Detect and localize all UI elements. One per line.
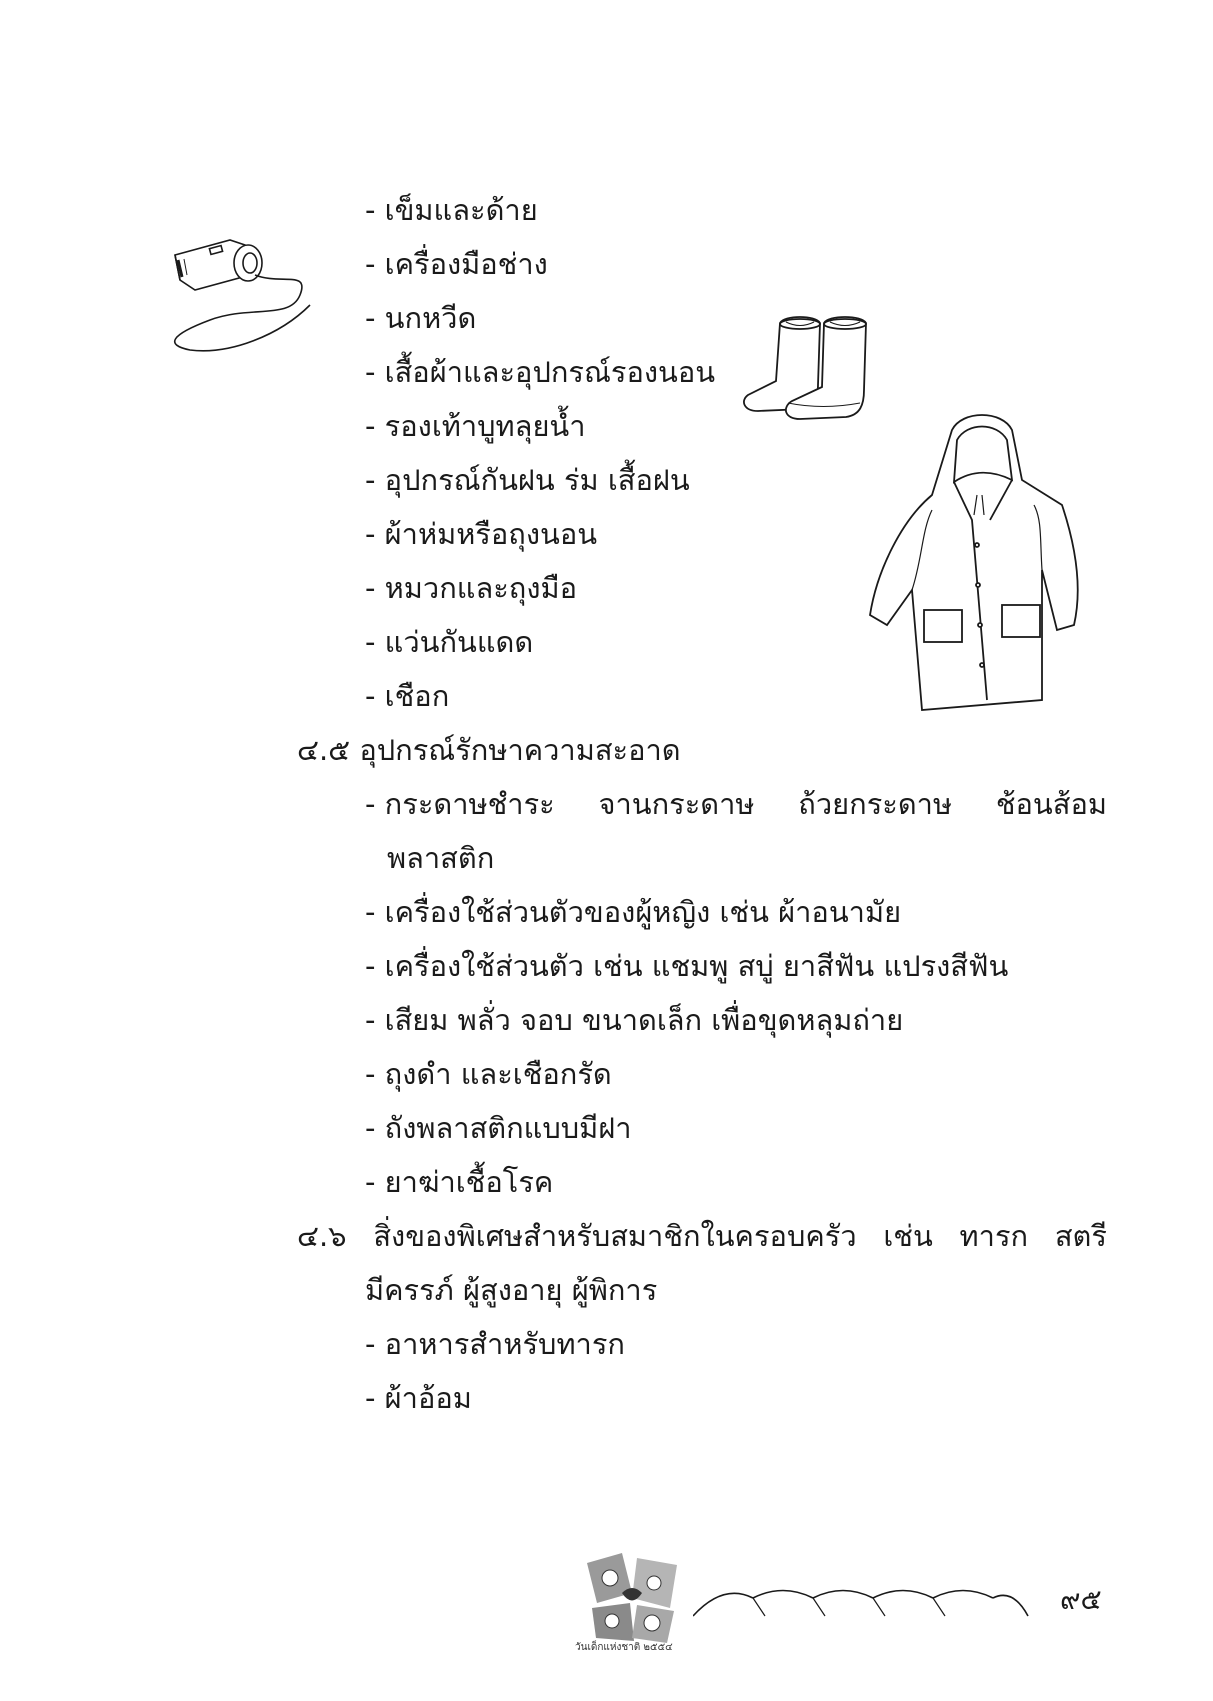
list-item: - ผ้าอ้อม — [365, 1381, 472, 1415]
list-item: - ถังพลาสติกแบบมีฝา — [365, 1111, 632, 1145]
section-heading: ๔.๕ อุปกรณ์รักษาความสะอาด — [297, 733, 681, 767]
section-heading-continuation: มีครรภ์ ผู้สูงอายุ ผู้พิการ — [365, 1273, 658, 1307]
decorative-arcs — [693, 1578, 1043, 1618]
word: สตรี — [1054, 1219, 1107, 1253]
list-item-justified — [365, 786, 1107, 822]
word: สิ่งของพิเศษสำหรับสมาชิกในครอบครัว — [373, 1219, 857, 1253]
word: ช้อนส้อม — [995, 787, 1107, 821]
list-item: - เครื่องมือช่าง — [365, 247, 548, 281]
list-item-continuation: พลาสติก — [387, 841, 495, 875]
logo-caption: วันเด็กแห่งชาติ ๒๕๕๔ — [575, 1642, 673, 1653]
list-item: - อาหารสำหรับทารก — [365, 1327, 625, 1361]
list-item: - เชือก — [365, 679, 450, 713]
list-item: - เครื่องใช้ส่วนตัว เช่น แชมพู สบู่ ยาสีฟัน แปรงสีฟัน — [365, 949, 1009, 983]
list-item: - ถุงดำ และเชือกรัด — [365, 1057, 612, 1091]
list-item: - ยาฆ่าเชื้อโรค — [365, 1165, 554, 1199]
list-item: - รองเท้าบูทลุยน้ำ — [365, 409, 586, 443]
whistle-illustration — [170, 235, 330, 360]
list-item: - อุปกรณ์กันฝน ร่ม เสื้อฝน — [365, 463, 690, 497]
section-heading-justified — [297, 1218, 1107, 1254]
list-item: - เครื่องใช้ส่วนตัวของผู้หญิง เช่น ผ้าอนามัย — [365, 895, 902, 929]
word: เช่น — [883, 1219, 933, 1253]
list-item: - นกหวีด — [365, 301, 477, 335]
logo — [582, 1553, 682, 1643]
raincoat-illustration — [862, 410, 1082, 715]
list-item: - เข็มและด้าย — [365, 193, 538, 227]
word: จานกระดาษ — [598, 787, 755, 821]
list-item: - ผ้าห่มหรือถุงนอน — [365, 517, 598, 551]
page-number: ๙๕ — [1060, 1583, 1102, 1616]
list-item: - เสียม พลั่ว จอบ ขนาดเล็ก เพื่อขุดหลุมถ่าย — [365, 1003, 904, 1037]
word: ถ้วยกระดาษ — [798, 787, 953, 821]
word: ๔.๖ — [297, 1219, 347, 1253]
list-item: - แว่นกันแดด — [365, 625, 534, 659]
list-item: - เสื้อผ้าและอุปกรณ์รองนอน — [365, 355, 716, 389]
list-item: - หมวกและถุงมือ — [365, 571, 578, 605]
word: ทารก — [959, 1219, 1029, 1253]
word: - กระดาษชำระ — [365, 787, 555, 821]
